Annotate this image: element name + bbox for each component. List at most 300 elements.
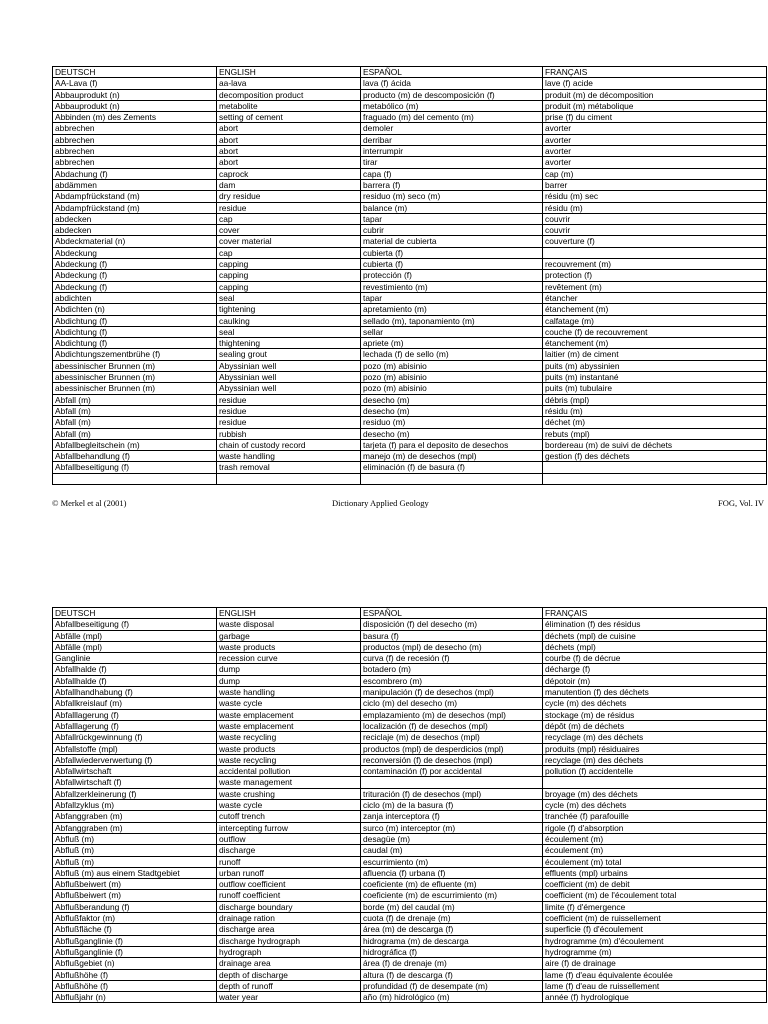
cell-english: intercepting furrow bbox=[217, 822, 361, 833]
cell-espanol: balance (m) bbox=[361, 202, 543, 213]
cell-francais: avorter bbox=[543, 123, 767, 134]
table-row bbox=[53, 732, 767, 743]
table-row bbox=[53, 270, 767, 281]
cell-francais: revêtement (m) bbox=[543, 281, 767, 292]
cell-english: rubbish bbox=[217, 428, 361, 439]
header-espanol: ESPAÑOL bbox=[361, 608, 543, 619]
cell-deutsch: abbrechen bbox=[53, 157, 217, 168]
cell-francais: tranchée (f) parafouille bbox=[543, 811, 767, 822]
table-row bbox=[53, 800, 767, 811]
cell-deutsch: Abfall (m) bbox=[53, 428, 217, 439]
cell-english: metabolite bbox=[217, 100, 361, 111]
cell-english: cover bbox=[217, 225, 361, 236]
cell-francais: laitier (m) de ciment bbox=[543, 349, 767, 360]
cell-english: sealing grout bbox=[217, 349, 361, 360]
cell-deutsch: Abfälle (mpl) bbox=[53, 641, 217, 652]
cell-espanol: fraguado (m) del cemento (m) bbox=[361, 112, 543, 123]
footer-volume: FOG, Vol. IV bbox=[718, 498, 764, 508]
cell-deutsch: Abdampfrückstand (m) bbox=[53, 191, 217, 202]
cell-espanol: basura (f) bbox=[361, 630, 543, 641]
cell-deutsch: Abfallrückgewinnung (f) bbox=[53, 732, 217, 743]
table-row bbox=[53, 777, 767, 788]
cell-english: abort bbox=[217, 123, 361, 134]
cell-espanol: coeficiente (m) de escurrimiento (m) bbox=[361, 890, 543, 901]
cell-francais: recyclage (m) des déchets bbox=[543, 754, 767, 765]
cell-english: hydrograph bbox=[217, 946, 361, 957]
cell-francais: broyage (m) des déchets bbox=[543, 788, 767, 799]
table-row bbox=[53, 191, 767, 202]
cell-english: residue bbox=[217, 202, 361, 213]
cell-espanol: protección (f) bbox=[361, 270, 543, 281]
cell-espanol: residuo (m) bbox=[361, 417, 543, 428]
cell-espanol bbox=[361, 473, 543, 484]
cell-deutsch: Abfanggraben (m) bbox=[53, 811, 217, 822]
cell-espanol: manejo (m) de desechos (mpl) bbox=[361, 451, 543, 462]
cell-deutsch: Ganglinie bbox=[53, 653, 217, 664]
cell-espanol: material de cubierta bbox=[361, 236, 543, 247]
cell-deutsch: abdämmen bbox=[53, 179, 217, 190]
cell-deutsch: Abbinden (m) des Zements bbox=[53, 112, 217, 123]
cell-espanol: curva (f) de recesión (f) bbox=[361, 653, 543, 664]
cell-english: waste cycle bbox=[217, 698, 361, 709]
cell-english: capping bbox=[217, 270, 361, 281]
cell-espanol: apretamiento (m) bbox=[361, 304, 543, 315]
cell-deutsch: Abfallzerkleinerung (f) bbox=[53, 788, 217, 799]
cell-espanol: apriete (m) bbox=[361, 338, 543, 349]
table-row bbox=[53, 89, 767, 100]
cell-espanol: desagüe (m) bbox=[361, 833, 543, 844]
header-deutsch: DEUTSCH bbox=[53, 608, 217, 619]
cell-deutsch: Abfallstoffe (mpl) bbox=[53, 743, 217, 754]
table-row bbox=[53, 462, 767, 473]
header-english: ENGLISH bbox=[217, 67, 361, 78]
table-row bbox=[53, 338, 767, 349]
cell-espanol: tapar bbox=[361, 213, 543, 224]
table-row bbox=[53, 980, 767, 991]
cell-english: discharge boundary bbox=[217, 901, 361, 912]
cell-espanol: residuo (m) seco (m) bbox=[361, 191, 543, 202]
table-row bbox=[53, 112, 767, 123]
cell-espanol: desecho (m) bbox=[361, 428, 543, 439]
cell-espanol: hidrograma (m) de descarga bbox=[361, 935, 543, 946]
cell-english: dump bbox=[217, 675, 361, 686]
table-row bbox=[53, 935, 767, 946]
cell-francais: lame (f) d'eau de ruissellement bbox=[543, 980, 767, 991]
cell-english: setting of cement bbox=[217, 112, 361, 123]
cell-english: decomposition product bbox=[217, 89, 361, 100]
table-row bbox=[53, 213, 767, 224]
cell-espanol: ciclo (m) del desecho (m) bbox=[361, 698, 543, 709]
cell-espanol: pozo (m) abisinio bbox=[361, 372, 543, 383]
cell-deutsch: Abfallbehandlung (f) bbox=[53, 451, 217, 462]
cell-francais: résidu (m) sec bbox=[543, 191, 767, 202]
table-row bbox=[53, 653, 767, 664]
table-row bbox=[53, 822, 767, 833]
cell-deutsch: abdichten bbox=[53, 292, 217, 303]
table-row bbox=[53, 675, 767, 686]
cell-francais: produits (mpl) résiduaires bbox=[543, 743, 767, 754]
cell-francais: rebuts (mpl) bbox=[543, 428, 767, 439]
table-row bbox=[53, 766, 767, 777]
cell-espanol: sellar bbox=[361, 326, 543, 337]
table-row bbox=[53, 720, 767, 731]
table-row bbox=[53, 856, 767, 867]
cell-francais: lame (f) d'eau équivalente écoulée bbox=[543, 969, 767, 980]
cell-deutsch bbox=[53, 473, 217, 484]
cell-english: Abyssinian well bbox=[217, 372, 361, 383]
table-row bbox=[53, 698, 767, 709]
cell-espanol: año (m) hidrológico (m) bbox=[361, 992, 543, 1003]
cell-deutsch: Abdichtung (f) bbox=[53, 326, 217, 337]
table-row bbox=[53, 901, 767, 912]
cell-deutsch: Abflußganglinie (f) bbox=[53, 935, 217, 946]
cell-espanol: productos (mpl) de desperdicios (mpl) bbox=[361, 743, 543, 754]
cell-english: discharge bbox=[217, 845, 361, 856]
cell-deutsch: Abdampfrückstand (m) bbox=[53, 202, 217, 213]
table-row bbox=[53, 709, 767, 720]
table-row bbox=[53, 890, 767, 901]
cell-francais: effluents (mpl) urbains bbox=[543, 867, 767, 878]
cell-deutsch: Abfallbeseitigung (f) bbox=[53, 462, 217, 473]
cell-espanol: derribar bbox=[361, 134, 543, 145]
cell-francais: manutention (f) des déchets bbox=[543, 687, 767, 698]
table-row bbox=[53, 924, 767, 935]
table-row bbox=[53, 879, 767, 890]
cell-deutsch: Abfall (m) bbox=[53, 405, 217, 416]
table-row bbox=[53, 619, 767, 630]
cell-english: Abyssinian well bbox=[217, 360, 361, 371]
cell-english: recession curve bbox=[217, 653, 361, 664]
cell-francais: débris (mpl) bbox=[543, 394, 767, 405]
table-row bbox=[53, 913, 767, 924]
header-row bbox=[53, 67, 767, 78]
table-row bbox=[53, 845, 767, 856]
cell-english: waste emplacement bbox=[217, 709, 361, 720]
cell-francais: année (f) hydrologique bbox=[543, 992, 767, 1003]
footer-copyright: © Merkel et al (2001) bbox=[52, 498, 127, 508]
table-row bbox=[53, 992, 767, 1003]
cell-espanol: ciclo (m) de la basura (f) bbox=[361, 800, 543, 811]
cell-francais: produit (m) de décomposition bbox=[543, 89, 767, 100]
table-row bbox=[53, 225, 767, 236]
cell-espanol: zanja interceptora (f) bbox=[361, 811, 543, 822]
table-row bbox=[53, 664, 767, 675]
cell-espanol: botadero (m) bbox=[361, 664, 543, 675]
cell-espanol: escombrero (m) bbox=[361, 675, 543, 686]
table-row bbox=[53, 833, 767, 844]
table-row bbox=[53, 958, 767, 969]
cell-francais: barrer bbox=[543, 179, 767, 190]
table-row bbox=[53, 349, 767, 360]
cell-francais: bordereau (m) de suivi de déchets bbox=[543, 439, 767, 450]
cell-francais: coefficient (m) de ruissellement bbox=[543, 913, 767, 924]
cell-francais bbox=[543, 247, 767, 258]
cell-deutsch: Abfall (m) bbox=[53, 417, 217, 428]
cell-english: seal bbox=[217, 326, 361, 337]
cell-francais: prise (f) du ciment bbox=[543, 112, 767, 123]
cell-deutsch: Abfallkreislauf (m) bbox=[53, 698, 217, 709]
header-francais: FRANÇAIS bbox=[543, 67, 767, 78]
cell-english: abort bbox=[217, 134, 361, 145]
cell-francais: puits (m) tubulaire bbox=[543, 383, 767, 394]
cell-deutsch: Abdichtungszementbrühe (f) bbox=[53, 349, 217, 360]
header-english: ENGLISH bbox=[217, 608, 361, 619]
cell-english: waste products bbox=[217, 641, 361, 652]
table-row bbox=[53, 473, 767, 484]
cell-francais: résidu (m) bbox=[543, 202, 767, 213]
cell-francais: cycle (m) des déchets bbox=[543, 800, 767, 811]
cell-espanol: pozo (m) abisinio bbox=[361, 360, 543, 371]
cell-deutsch: Abflußhöhe (f) bbox=[53, 969, 217, 980]
cell-deutsch: Abfallbegleitschein (m) bbox=[53, 439, 217, 450]
cell-francais: couche (f) de recouvrement bbox=[543, 326, 767, 337]
cell-deutsch: abessinischer Brunnen (m) bbox=[53, 360, 217, 371]
cell-deutsch: Abdichtung (f) bbox=[53, 315, 217, 326]
cell-english: drainage ration bbox=[217, 913, 361, 924]
dictionary-table-page-2 bbox=[52, 607, 767, 1003]
table-row bbox=[53, 372, 767, 383]
cell-english: waste handling bbox=[217, 451, 361, 462]
cell-espanol: productos (mpl) de desecho (m) bbox=[361, 641, 543, 652]
cell-english bbox=[217, 473, 361, 484]
cell-deutsch: Abdeckung bbox=[53, 247, 217, 258]
cell-english: caulking bbox=[217, 315, 361, 326]
cell-espanol: desecho (m) bbox=[361, 394, 543, 405]
cell-deutsch: Abflußgebiet (n) bbox=[53, 958, 217, 969]
cell-english: cap bbox=[217, 213, 361, 224]
cell-espanol: pozo (m) abisinio bbox=[361, 383, 543, 394]
cell-espanol: localización (f) de desechos (mpl) bbox=[361, 720, 543, 731]
cell-francais: hydrogramme (m) d'écoulement bbox=[543, 935, 767, 946]
cell-deutsch: Abfluß (m) bbox=[53, 845, 217, 856]
table-row bbox=[53, 78, 767, 89]
cell-espanol: surco (m) interceptor (m) bbox=[361, 822, 543, 833]
cell-francais: lave (f) acide bbox=[543, 78, 767, 89]
page-footer bbox=[52, 498, 766, 510]
cell-english: tightening bbox=[217, 304, 361, 315]
table-row bbox=[53, 304, 767, 315]
cell-espanol: tirar bbox=[361, 157, 543, 168]
table-row bbox=[53, 247, 767, 258]
cell-francais: avorter bbox=[543, 146, 767, 157]
table-row bbox=[53, 134, 767, 145]
table-row bbox=[53, 428, 767, 439]
cell-english: Abyssinian well bbox=[217, 383, 361, 394]
cell-deutsch: Abfalllagerung (f) bbox=[53, 709, 217, 720]
cell-francais: résidu (m) bbox=[543, 405, 767, 416]
cell-english: waste recycling bbox=[217, 754, 361, 765]
cell-english: discharge hydrograph bbox=[217, 935, 361, 946]
table-row bbox=[53, 867, 767, 878]
cell-deutsch: abdecken bbox=[53, 225, 217, 236]
cell-francais: produit (m) métabolique bbox=[543, 100, 767, 111]
cell-english: waste emplacement bbox=[217, 720, 361, 731]
cell-deutsch: abdecken bbox=[53, 213, 217, 224]
cell-deutsch: Abflußbeiwert (m) bbox=[53, 890, 217, 901]
cell-espanol: barrera (f) bbox=[361, 179, 543, 190]
cell-espanol: producto (m) de descomposición (f) bbox=[361, 89, 543, 100]
cell-deutsch: Abfallbeseitigung (f) bbox=[53, 619, 217, 630]
cell-espanol: área (m) de descarga (f) bbox=[361, 924, 543, 935]
cell-francais: couvrir bbox=[543, 213, 767, 224]
cell-english: waste cycle bbox=[217, 800, 361, 811]
cell-english: outflow bbox=[217, 833, 361, 844]
cell-espanol: cubierta (f) bbox=[361, 259, 543, 270]
cell-deutsch: Abfallhalde (f) bbox=[53, 675, 217, 686]
table-row bbox=[53, 630, 767, 641]
cell-english: dry residue bbox=[217, 191, 361, 202]
cell-espanol: capa (f) bbox=[361, 168, 543, 179]
cell-deutsch: Abdeckung (f) bbox=[53, 281, 217, 292]
cell-english: residue bbox=[217, 417, 361, 428]
cell-espanol bbox=[361, 777, 543, 788]
cell-francais: coefficient (m) de l'écoulement total bbox=[543, 890, 767, 901]
cell-english: discharge area bbox=[217, 924, 361, 935]
cell-deutsch: Abdeckmaterial (n) bbox=[53, 236, 217, 247]
table-row bbox=[53, 179, 767, 190]
cell-deutsch: Abfallzyklus (m) bbox=[53, 800, 217, 811]
cell-espanol: cuota (f) de drenaje (m) bbox=[361, 913, 543, 924]
cell-deutsch: Abflußjahr (n) bbox=[53, 992, 217, 1003]
cell-espanol: caudal (m) bbox=[361, 845, 543, 856]
table-row bbox=[53, 405, 767, 416]
cell-espanol: afluencia (f) urbana (f) bbox=[361, 867, 543, 878]
footer-title: Dictionary Applied Geology bbox=[332, 498, 429, 508]
cell-deutsch: Abfallhalde (f) bbox=[53, 664, 217, 675]
cell-deutsch: AA-Lava (f) bbox=[53, 78, 217, 89]
cell-espanol: reconversión (f) de desechos (mpl) bbox=[361, 754, 543, 765]
cell-english: waste disposal bbox=[217, 619, 361, 630]
cell-english: dam bbox=[217, 179, 361, 190]
cell-espanol: manipulación (f) de desechos (mpl) bbox=[361, 687, 543, 698]
cell-english: chain of custody record bbox=[217, 439, 361, 450]
cell-espanol: cubierta (f) bbox=[361, 247, 543, 258]
table-row bbox=[53, 754, 767, 765]
cell-espanol: contaminación (f) por accidental bbox=[361, 766, 543, 777]
cell-deutsch: abessinischer Brunnen (m) bbox=[53, 383, 217, 394]
cell-deutsch: Abfluß (m) bbox=[53, 833, 217, 844]
cell-deutsch: Abflußhöhe (f) bbox=[53, 980, 217, 991]
table-row bbox=[53, 157, 767, 168]
cell-english: abort bbox=[217, 157, 361, 168]
cell-espanol: tapar bbox=[361, 292, 543, 303]
table-row bbox=[53, 168, 767, 179]
cell-english: waste management bbox=[217, 777, 361, 788]
cell-english: runoff bbox=[217, 856, 361, 867]
cell-francais: étancher bbox=[543, 292, 767, 303]
table-row bbox=[53, 788, 767, 799]
cell-deutsch: Abfalllagerung (f) bbox=[53, 720, 217, 731]
cell-english: residue bbox=[217, 394, 361, 405]
cell-espanol: borde (m) del caudal (m) bbox=[361, 901, 543, 912]
table-row bbox=[53, 417, 767, 428]
cell-deutsch: Abflußberandung (f) bbox=[53, 901, 217, 912]
cell-english: waste handling bbox=[217, 687, 361, 698]
cell-deutsch: Abfall (m) bbox=[53, 394, 217, 405]
cell-deutsch: Abfallwiederverwertung (f) bbox=[53, 754, 217, 765]
cell-francais: courbe (f) de décrue bbox=[543, 653, 767, 664]
table-row bbox=[53, 259, 767, 270]
header-francais: FRANÇAIS bbox=[543, 608, 767, 619]
cell-francais: écoulement (m) total bbox=[543, 856, 767, 867]
cell-espanol: altura (f) de descarga (f) bbox=[361, 969, 543, 980]
cell-english: abort bbox=[217, 146, 361, 157]
cell-deutsch: Abfallwirtschaft bbox=[53, 766, 217, 777]
cell-francais bbox=[543, 473, 767, 484]
cell-francais: étanchement (m) bbox=[543, 304, 767, 315]
cell-francais: écoulement (m) bbox=[543, 833, 767, 844]
cell-francais: étanchement (m) bbox=[543, 338, 767, 349]
cell-espanol: tarjeta (f) para el deposito de desechos bbox=[361, 439, 543, 450]
cell-espanol: coeficiente (m) de efluente (m) bbox=[361, 879, 543, 890]
cell-english: cover material bbox=[217, 236, 361, 247]
cell-deutsch: Abfälle (mpl) bbox=[53, 630, 217, 641]
cell-english: water year bbox=[217, 992, 361, 1003]
cell-english: outflow coefficient bbox=[217, 879, 361, 890]
cell-francais: déchet (m) bbox=[543, 417, 767, 428]
cell-deutsch: Abfallwirtschaft (f) bbox=[53, 777, 217, 788]
cell-espanol: interrumpir bbox=[361, 146, 543, 157]
table-row bbox=[53, 236, 767, 247]
cell-english: dump bbox=[217, 664, 361, 675]
cell-francais: déchets (mpl) de cuisine bbox=[543, 630, 767, 641]
cell-english: trash removal bbox=[217, 462, 361, 473]
cell-francais: hydrogramme (m) bbox=[543, 946, 767, 957]
cell-espanol: trituración (f) de desechos (mpl) bbox=[361, 788, 543, 799]
cell-deutsch: Abfluß (m) bbox=[53, 856, 217, 867]
cell-francais: recyclage (m) des déchets bbox=[543, 732, 767, 743]
cell-english: caprock bbox=[217, 168, 361, 179]
table-row bbox=[53, 946, 767, 957]
cell-english: capping bbox=[217, 259, 361, 270]
cell-english: residue bbox=[217, 405, 361, 416]
cell-english: seal bbox=[217, 292, 361, 303]
cell-deutsch: Abfanggraben (m) bbox=[53, 822, 217, 833]
cell-francais: protection (f) bbox=[543, 270, 767, 281]
table-row bbox=[53, 743, 767, 754]
table-row bbox=[53, 146, 767, 157]
cell-francais: avorter bbox=[543, 157, 767, 168]
cell-espanol: emplazamiento (m) de desechos (mpl) bbox=[361, 709, 543, 720]
table-row bbox=[53, 123, 767, 134]
table-row bbox=[53, 451, 767, 462]
cell-deutsch: Abdeckung (f) bbox=[53, 270, 217, 281]
cell-espanol: eliminación (f) de basura (f) bbox=[361, 462, 543, 473]
cell-francais: stockage (m) de résidus bbox=[543, 709, 767, 720]
cell-english: capping bbox=[217, 281, 361, 292]
cell-francais: cap (m) bbox=[543, 168, 767, 179]
cell-english: cutoff trench bbox=[217, 811, 361, 822]
cell-espanol: profundidad (f) de desempate (m) bbox=[361, 980, 543, 991]
cell-deutsch: Abdachung (f) bbox=[53, 168, 217, 179]
cell-english: accidental pollution bbox=[217, 766, 361, 777]
cell-francais: dépôt (m) de déchets bbox=[543, 720, 767, 731]
cell-francais: gestion (f) des déchets bbox=[543, 451, 767, 462]
cell-francais: couvrir bbox=[543, 225, 767, 236]
cell-espanol: lava (f) ácida bbox=[361, 78, 543, 89]
cell-english: cap bbox=[217, 247, 361, 258]
cell-deutsch: Abflußfläche (f) bbox=[53, 924, 217, 935]
cell-english: waste products bbox=[217, 743, 361, 754]
cell-francais: aire (f) de drainage bbox=[543, 958, 767, 969]
cell-francais: décharge (f) bbox=[543, 664, 767, 675]
cell-francais: rigole (f) d'absorption bbox=[543, 822, 767, 833]
cell-espanol: hidrográfica (f) bbox=[361, 946, 543, 957]
table-row bbox=[53, 439, 767, 450]
cell-deutsch: Abfallhandhabung (f) bbox=[53, 687, 217, 698]
cell-espanol: cubrir bbox=[361, 225, 543, 236]
cell-english: garbage bbox=[217, 630, 361, 641]
